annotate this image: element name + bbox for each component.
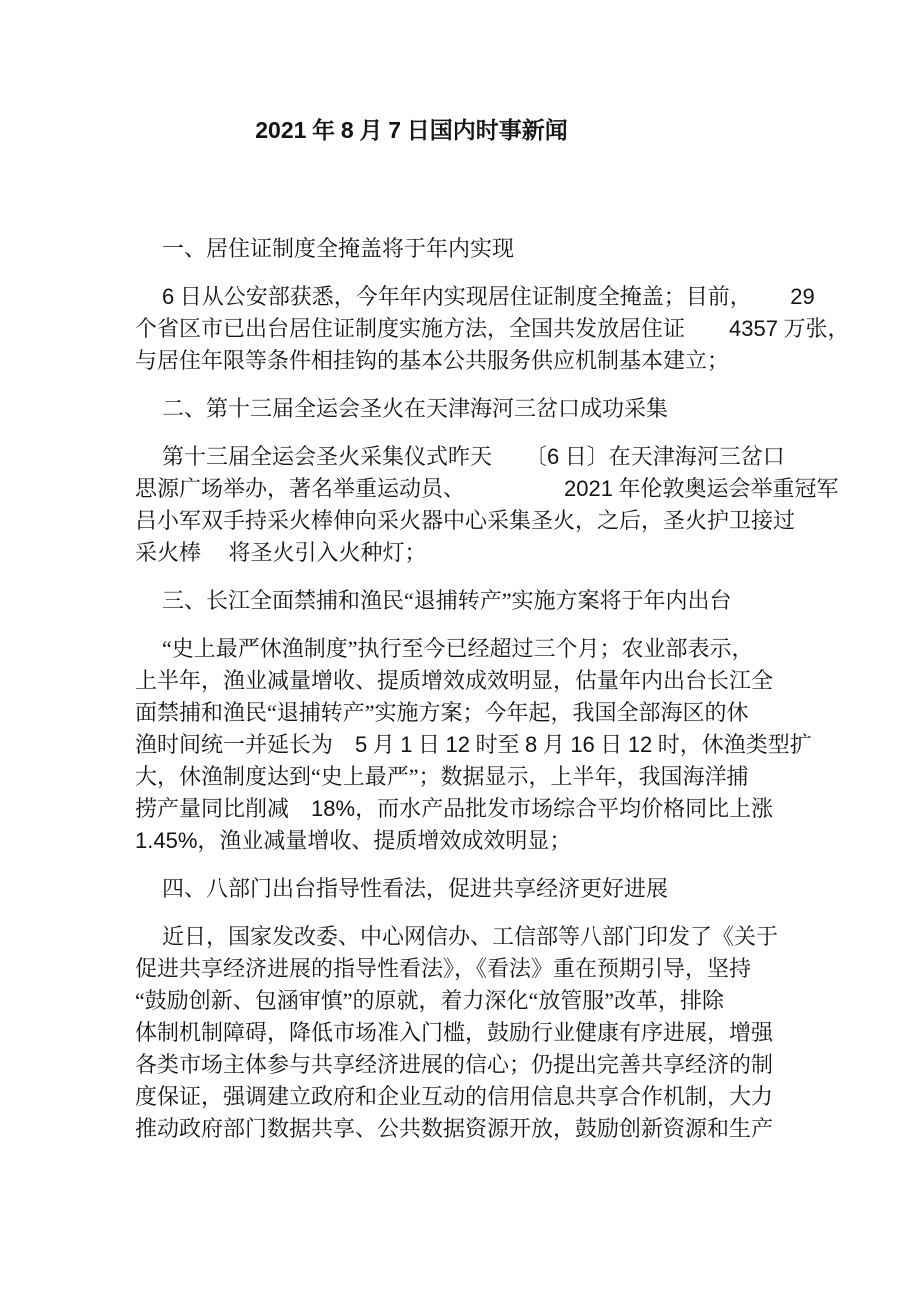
text-line: 面禁捕和渔民“退捕转产”实施方案；今年起，我国全部海区的休 — [135, 700, 749, 725]
text-line: 吕小军双手持采火棒伸向采火器中心采集圣火，之后，圣火护卫接过 — [135, 508, 796, 533]
text-line: 采火棒 将圣火引入火种灯； — [135, 540, 427, 565]
paragraph — [135, 921, 800, 1145]
text-line: 个省区市已出台居住证制度实施方法，全国共发放居住证 4357 万张， — [135, 316, 850, 341]
numeric-text: 18% — [311, 796, 356, 821]
text-line: 6 日从公安部获悉，今年年内实现居住证制度全掩盖；目前， 29 — [162, 284, 815, 309]
numeric-text: 1 — [400, 732, 413, 757]
numeric-text: 6 — [162, 284, 175, 309]
numeric-text: 6 — [547, 444, 560, 469]
text-line: 渔时间统一并延长为 5 月 1 日 12 时至 8 月 16 日 12 时，休渔类型扩 — [135, 732, 812, 757]
text-line: 1.45%，渔业减量增收、提质增效成效明显； — [135, 828, 572, 853]
text-line: 近日，国家发改委、中心网信办、工信部等八部门印发了《关于 — [162, 924, 779, 949]
numeric-text: 16 — [570, 732, 595, 757]
paragraph — [135, 633, 812, 857]
numeric-text: 2021 — [564, 476, 613, 501]
section-heading: 三、长江全面禁捕和渔民“退捕转产”实施方案将于年内出台 — [162, 588, 732, 613]
numeric-text: 1.45% — [135, 828, 198, 853]
section-heading: 一、居住证制度全掩盖将于年内实现 — [162, 236, 515, 261]
text-line: “鼓励创新、包涵审慎”的原就，着力深化“放管服”改革，排除 — [135, 988, 725, 1013]
numeric-text: 29 — [790, 284, 815, 309]
numeric-text: 7 — [388, 117, 401, 143]
numeric-text: 2021 — [255, 117, 307, 143]
text-line: 度保证，强调建立政府和企业互动的信用信息共享合作机制，大力 — [135, 1084, 774, 1109]
text-line: 各类市场主体参与共享经济进展的信心；仍提出完善共享经济的制 — [135, 1052, 774, 1077]
numeric-text: 12 — [445, 732, 471, 757]
document-title: 2021 年 8 月 7 日国内时事新闻 — [255, 117, 568, 143]
section-heading: 二、第十三届全运会圣火在天津海河三岔口成功采集 — [162, 396, 669, 421]
text-line: 大，休渔制度达到“史上最严”；数据显示，上半年，我国海洋捕 — [135, 764, 749, 789]
numeric-text: 5 — [355, 732, 368, 757]
numeric-text: 12 — [627, 732, 653, 757]
text-line: 促进共享经济进展的指导性看法》，《看法》重在预期引导，坚持 — [135, 956, 752, 981]
text-line: 第十三届全运会圣火采集仪式昨天 〔6 日〕在天津海河三岔口 — [162, 444, 785, 469]
numeric-text: 8 — [525, 732, 538, 757]
numeric-text: 4357 — [729, 316, 778, 341]
text-line: 思源广场举办，著名举重运动员、 2021 年伦敦奥运会举重冠军 — [135, 476, 839, 501]
text-line: 捞产量同比削减 18%，而水产品批发市场综合平均价格同比上涨 — [135, 796, 774, 821]
text-line: 体制机制障碍，降低市场准入门槛，鼓励行业健康有序进展，增强 — [135, 1020, 774, 1045]
text-line: “史上最严休渔制度”执行至今已经超过三个月；农业部表示， — [162, 636, 754, 661]
paragraph — [135, 441, 839, 569]
numeric-text: 8 — [340, 117, 354, 143]
section-heading: 四、八部门出台指导性看法，促进共享经济更好进展 — [162, 876, 669, 901]
document-body — [135, 233, 850, 1145]
text-line: 与居住年限等条件相挂钩的基本公共服务供应机制基本建立； — [135, 348, 730, 373]
text-line: 上半年，渔业减量增收、提质增效成效明显，估量年内出台长江全 — [135, 668, 774, 693]
paragraph — [135, 281, 850, 377]
text-line: 推动政府部门数据共享、公共数据资源开放，鼓励创新资源和生产 — [135, 1116, 774, 1141]
